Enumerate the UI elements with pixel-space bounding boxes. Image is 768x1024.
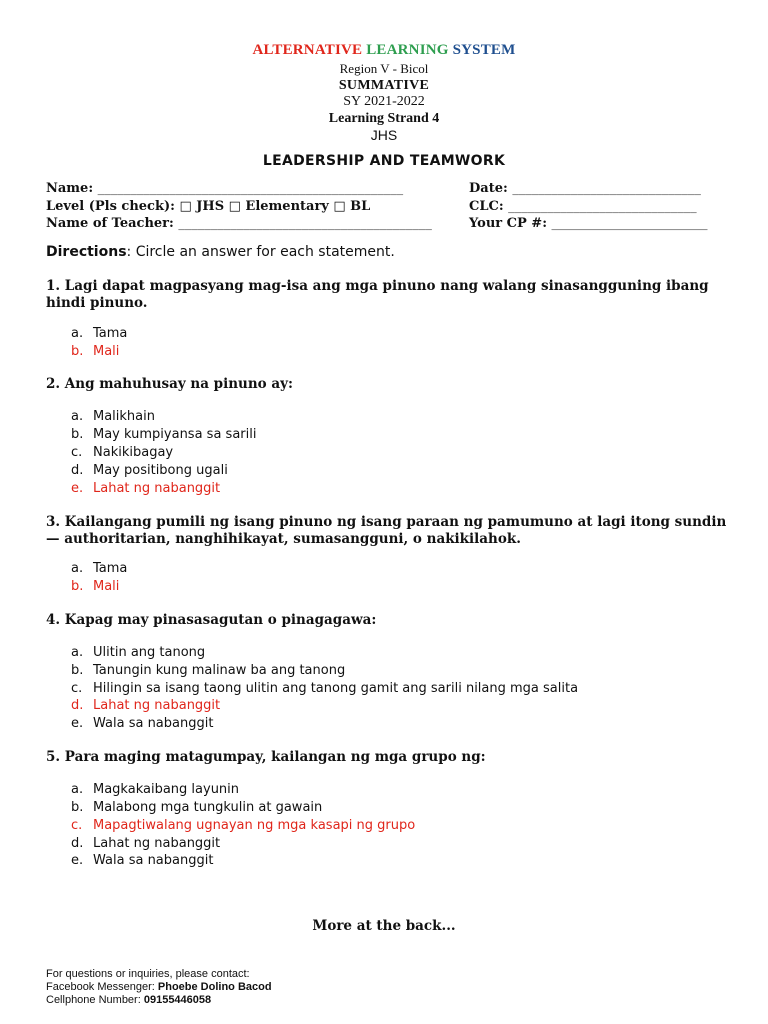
subject-title: LEADERSHIP AND TEAMWORK xyxy=(262,153,506,169)
title-word-system: SYSTEM xyxy=(452,42,516,58)
more-at-back-note: More at the back... xyxy=(312,918,456,934)
option-letter: d. xyxy=(71,463,84,478)
title-word-learning: LEARNING xyxy=(366,42,449,58)
option-letter: c. xyxy=(71,681,83,696)
question-4 xyxy=(46,612,376,629)
question-2-line1: 2. Ang mahuhusay na pinuno ay: xyxy=(46,376,293,392)
level-check-label: Level (Pls check): xyxy=(46,199,175,214)
option-letter: a. xyxy=(71,561,84,576)
phone-contact xyxy=(46,994,211,1007)
option-letter: d. xyxy=(71,698,84,713)
option-letter: b. xyxy=(71,663,84,678)
question-4-line1: 4. Kapag may pinasasagutan o pinagagawa: xyxy=(46,612,377,628)
question-1 xyxy=(46,278,709,312)
date-label: Date: xyxy=(469,181,508,196)
option-text: Lahat ng nabanggit xyxy=(93,481,221,496)
summative-label: SUMMATIVE xyxy=(338,78,430,93)
region-label: Region V - Bicol xyxy=(339,61,429,76)
question-1-line2: hindi pinuno. xyxy=(46,295,148,311)
cp-line: ________________________ xyxy=(551,216,708,231)
name-field[interactable] xyxy=(46,181,403,196)
option-text: Tanungin kung malinaw ba ang tanong xyxy=(93,663,346,678)
option-text: Hilingin sa isang taong ulitin ang tanong gamit ang sarili nilang mga salita xyxy=(93,681,579,696)
teacher-field[interactable] xyxy=(46,216,432,231)
option-text: May positibong ugali xyxy=(93,463,228,478)
question-3-line2: — authoritarian, nanghihikayat, sumasangguni, o nakikilahok. xyxy=(46,531,521,547)
option-text: May kumpiyansa sa sarili xyxy=(93,427,257,442)
question-3 xyxy=(46,514,726,548)
name-line: _______________________________________________ xyxy=(97,181,404,196)
option-text: Wala sa nabanggit xyxy=(93,716,214,731)
option-text: Malabong mga tungkulin at gawain xyxy=(93,800,323,815)
messenger-name: Phoebe Dolino Bacod xyxy=(157,981,272,993)
option-text: Wala sa nabanggit xyxy=(93,853,214,868)
option-text: Nakikibagay xyxy=(93,445,174,460)
option-letter: b. xyxy=(71,579,84,594)
level-check-options[interactable]: □ JHS □ Elementary □ BL xyxy=(179,199,371,214)
option-text: Lahat ng nabanggit xyxy=(93,698,221,713)
option-text: Mali xyxy=(93,579,120,594)
option-letter: b. xyxy=(71,344,84,359)
option-letter: b. xyxy=(71,427,84,442)
directions xyxy=(46,244,395,260)
option-text: Ulitin ang tanong xyxy=(93,645,206,660)
school-year-label: SY 2021-2022 xyxy=(343,94,425,109)
level-label: JHS xyxy=(370,127,398,143)
level-check-field[interactable] xyxy=(46,199,370,214)
directions-text: : Circle an answer for each statement. xyxy=(126,244,395,260)
question-2 xyxy=(46,376,293,393)
option-text: Tama xyxy=(93,561,128,576)
directions-label: Directions xyxy=(46,244,127,260)
option-letter: b. xyxy=(71,800,84,815)
option-letter: c. xyxy=(71,445,83,460)
contact-intro: For questions or inquiries, please contact: xyxy=(46,968,250,980)
question-3-line1: 3. Kailangang pumili ng isang pinuno ng isang paraan ng pamumuno at lagi itong sundin xyxy=(46,514,727,530)
option-letter: a. xyxy=(71,409,84,424)
phone-number: 09155446058 xyxy=(143,994,212,1006)
option-letter: e. xyxy=(71,853,84,868)
document-title xyxy=(0,42,768,59)
option-text: Mapagtiwalang ugnayan ng mga kasapi ng grupo xyxy=(93,818,416,833)
clc-field[interactable] xyxy=(469,199,697,214)
option-text: Malikhain xyxy=(93,409,155,424)
option-letter: a. xyxy=(71,326,84,341)
question-5-line1: 5. Para maging matagumpay, kailangan ng mga grupo ng: xyxy=(46,749,486,765)
option-text: Mali xyxy=(93,344,120,359)
messenger-label: Facebook Messenger: xyxy=(46,981,158,993)
strand-label: Learning Strand 4 xyxy=(328,111,440,126)
option-letter: d. xyxy=(71,836,84,851)
teacher-label: Name of Teacher: xyxy=(46,216,174,231)
option-text: Tama xyxy=(93,326,128,341)
title-word-alternative: ALTERNATIVE xyxy=(252,42,363,58)
question-5 xyxy=(46,749,486,766)
date-line: _____________________________ xyxy=(512,181,701,196)
clc-label: CLC: xyxy=(469,199,504,214)
clc-line: _____________________________ xyxy=(508,199,697,214)
option-letter: e. xyxy=(71,481,84,496)
date-field[interactable] xyxy=(469,181,701,196)
cp-field[interactable] xyxy=(469,216,708,231)
option-letter: a. xyxy=(71,645,84,660)
teacher-line: _______________________________________ xyxy=(178,216,432,231)
question-1-line1: 1. Lagi dapat magpasyang mag-isa ang mga pinuno nang walang sinasangguning ibang xyxy=(46,278,709,294)
option-letter: e. xyxy=(71,716,84,731)
option-text: Lahat ng nabanggit xyxy=(93,836,221,851)
option-text: Magkakaibang layunin xyxy=(93,782,240,797)
option-letter: c. xyxy=(71,818,83,833)
messenger-contact xyxy=(46,981,272,994)
phone-label: Cellphone Number: xyxy=(46,994,144,1006)
option-letter: a. xyxy=(71,782,84,797)
cp-label: Your CP #: xyxy=(469,216,547,231)
name-label: Name: xyxy=(46,181,94,196)
